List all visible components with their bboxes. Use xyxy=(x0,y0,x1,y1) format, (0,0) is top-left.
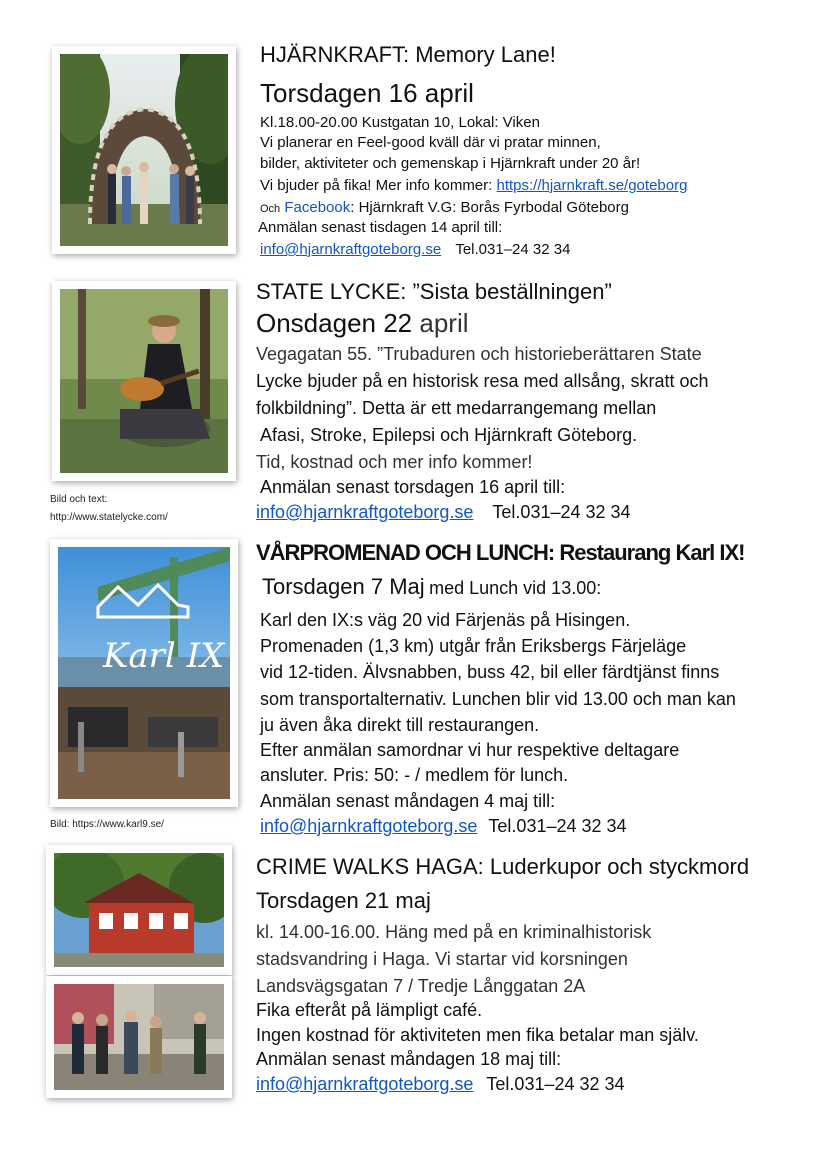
karl-ix-photo xyxy=(50,539,238,807)
event4-email-link[interactable]: info@hjarnkraftgoteborg.se xyxy=(256,1074,474,1094)
event2-date xyxy=(256,308,469,339)
event3-caption: Bild: https://www.karl9.se/ xyxy=(50,819,164,830)
event4-date: Torsdagen 21 maj xyxy=(256,888,431,913)
event2-phone: Tel.031–24 32 34 xyxy=(492,502,631,522)
event1-deadline: Anmälan senast tisdagen 14 april till: xyxy=(258,219,503,236)
event2-title: STATE LYCKE: ”Sista beställningen” xyxy=(256,279,612,304)
event4-line-4: Fika efteråt på lämpligt café. xyxy=(256,1000,483,1020)
event1-line-3: bilder, aktiviteter och gemenskap i Hjärnkraft under 20 år! xyxy=(260,155,641,172)
event2-email-link[interactable]: info@hjarnkraftgoteborg.se xyxy=(256,502,474,522)
event3-line-4: som transportalternativ. Lunchen blir vid 13.00 och man kan xyxy=(260,689,736,709)
event4-contact xyxy=(256,1071,625,1098)
event1-line-2: Vi planerar en Feel-good kväll där vi pratar minnen, xyxy=(260,134,601,151)
event1-fika-text: Vi bjuder på fika! Mer info kommer: xyxy=(260,177,497,194)
event3-contact xyxy=(260,813,627,840)
event1-contact xyxy=(260,241,570,259)
event3-line-7: ansluter. Pris: 50: - / medlem för lunch. xyxy=(260,765,569,785)
event1-phone: Tel.031–24 32 34 xyxy=(455,241,571,258)
event3-title: VÅRPROMENAD OCH LUNCH: Restaurang Karl IX! xyxy=(256,540,745,565)
event3-phone: Tel.031–24 32 34 xyxy=(488,816,627,836)
event3-date-bold: Torsdagen 7 Maj xyxy=(262,574,425,599)
event3-line-1: Karl den IX:s väg 20 vid Färjenäs på Hisingen. xyxy=(260,610,631,630)
event3-date xyxy=(262,574,601,600)
event1-facebook-link[interactable]: Facebook xyxy=(284,199,351,216)
memory-lane-photo xyxy=(52,46,236,254)
event2-deadline: Anmälan senast torsdagen 16 april till: xyxy=(260,477,566,497)
event4-deadline: Anmälan senast måndagen 18 maj till: xyxy=(256,1049,562,1069)
event3-line-6: Efter anmälan samordnar vi hur respektive deltagare xyxy=(260,740,680,760)
event4-line-1: kl. 14.00-16.00. Häng med på en kriminalhistorisk xyxy=(256,922,652,942)
event2-line-4: Afasi, Stroke, Epilepsi och Hjärnkraft Göteborg. xyxy=(260,425,638,445)
event2-line-5: Tid, kostnad och mer info kommer! xyxy=(256,452,533,472)
event3-line-5: ju även åka direkt till restaurangen. xyxy=(260,715,540,735)
event1-facebook-rest: : Hjärnkraft V.G: Borås Fyrbodal Göteborg xyxy=(350,199,629,216)
event4-line-5: Ingen kostnad för aktiviteten men fika betalar man själv. xyxy=(256,1025,699,1045)
event1-och: Och xyxy=(260,203,281,215)
event2-caption-2: http://www.statelycke.com/ xyxy=(50,512,168,523)
event2-line-3: folkbildning”. Detta är ett medarrangemang mellan xyxy=(256,398,657,418)
event1-date: Torsdagen 16 april xyxy=(260,78,474,108)
state-lycke-photo xyxy=(52,281,236,481)
event1-email-link[interactable]: info@hjarnkraftgoteborg.se xyxy=(260,241,442,258)
event2-caption-1: Bild och text: xyxy=(50,494,108,505)
event3-line-2: Promenaden (1,3 km) utgår från Eriksbergs Färjeläge xyxy=(260,636,687,656)
event4-line-3: Landsvägsgatan 7 / Tredje Långgatan 2A xyxy=(256,976,586,996)
event1-title: HJÄRNKRAFT: Memory Lane! xyxy=(260,42,556,67)
haga-group-photo xyxy=(46,976,232,1098)
event3-date-rest: med Lunch vid 13.00: xyxy=(429,578,602,598)
event2-date-rest: april xyxy=(419,308,469,338)
event4-phone: Tel.031–24 32 34 xyxy=(486,1074,625,1094)
event1-line-1: Kl.18.00-20.00 Kustgatan 10, Lokal: Viken xyxy=(260,114,540,131)
event4-line-2: stadsvandring i Haga. Vi startar vid korsningen xyxy=(256,949,628,969)
event2-date-bold: Onsdagen 22 xyxy=(256,308,413,338)
event3-line-3: vid 12-tiden. Älvsnabben, buss 42, bil eller färdtjänst finns xyxy=(260,662,720,682)
event1-line-5 xyxy=(260,199,629,218)
karl-ix-sign-text: Karl IX xyxy=(103,636,225,676)
event2-line-1: Vegagatan 55. ”Trubaduren och historieberättaren State xyxy=(256,344,702,364)
event1-info-link[interactable]: https://hjarnkraft.se/goteborg xyxy=(496,177,688,194)
haga-house-photo xyxy=(46,845,232,975)
event2-line-2: Lycke bjuder på en historisk resa med allsång, skratt och xyxy=(256,371,709,391)
event4-title: CRIME WALKS HAGA: Luderkupor och styckmord xyxy=(256,854,750,879)
event3-deadline: Anmälan senast måndagen 4 maj till: xyxy=(260,791,556,811)
event3-email-link[interactable]: info@hjarnkraftgoteborg.se xyxy=(260,816,478,836)
event2-contact xyxy=(256,499,631,526)
event1-line-4 xyxy=(260,177,687,195)
